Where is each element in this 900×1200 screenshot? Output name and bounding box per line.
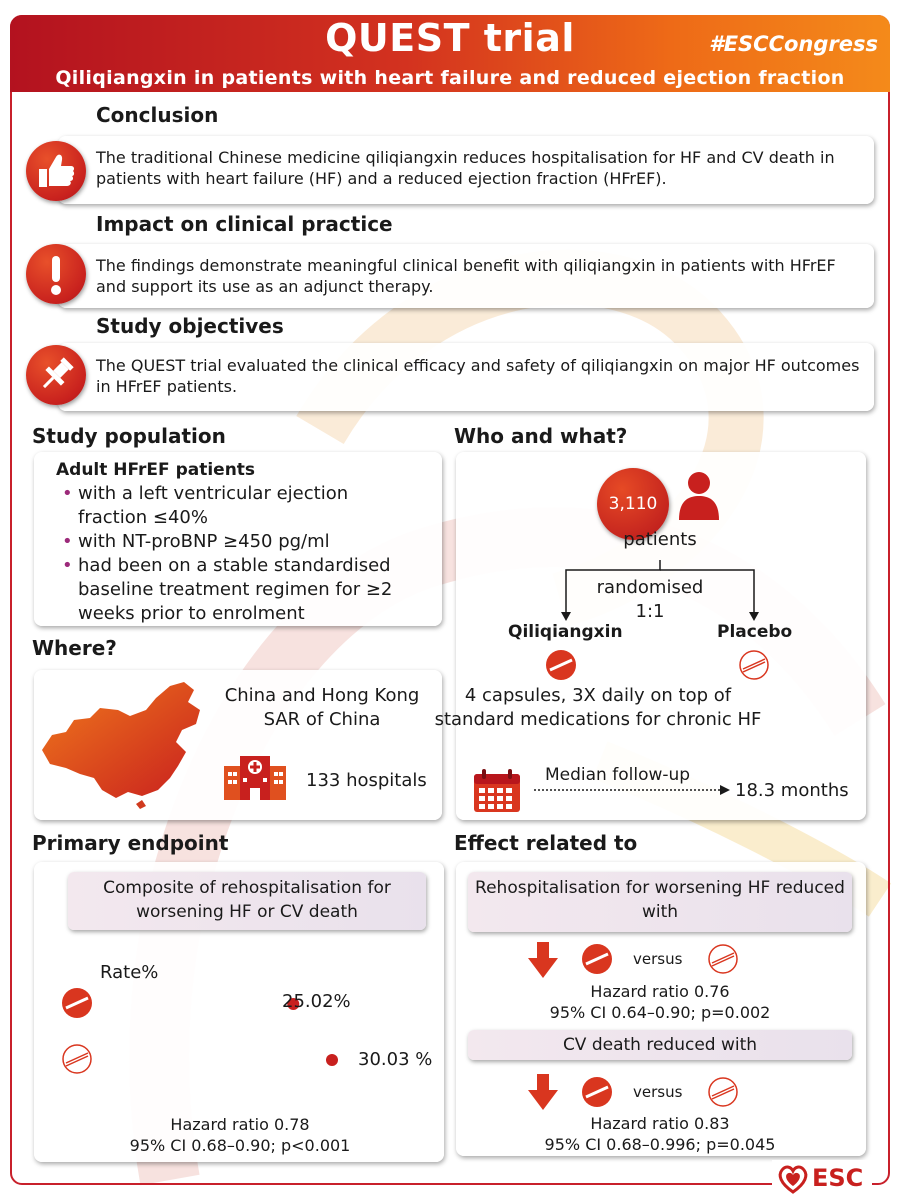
arm-qiliqiangxin-label: Qiliqiangxin	[508, 622, 623, 642]
capsule-filled-icon	[60, 986, 94, 1020]
primary-endpoint-box: Composite of rehospitalisation for worsening HF or CV death	[68, 872, 426, 930]
capsule-outline-icon	[60, 1042, 94, 1076]
rate-label: Rate%	[100, 962, 159, 983]
cv-death-box: CV death reduced with	[468, 1030, 852, 1060]
capsule-outline-icon	[706, 942, 740, 976]
exclamation-icon	[26, 244, 86, 304]
population-item: • had been on a stable standardised baseline treatment regimen for ≥2 weeks prior to enrolment	[58, 554, 418, 626]
rehospitalisation-hazard-ratio: Hazard ratio 0.76	[590, 982, 730, 1001]
calendar-icon	[472, 768, 522, 814]
rehospitalisation-box: Rehospitalisation for worsening HF reduced with	[468, 872, 852, 932]
impact-text: The findings demonstrate meaningful clinical benefit with qiliqiangxin in patients with HFrEF and support its use as an adjunct therapy.	[96, 256, 836, 296]
rate-value-qiliqiangxin: 25.02%	[282, 991, 351, 1012]
china-map-icon	[38, 680, 208, 810]
conclusion-text: The traditional Chinese medicine qiliqiangxin reduces hospitalisation for HF and CV death in patients with heart failure (HF) and a reduced ejection fraction (HFrEF).	[96, 148, 835, 188]
versus-label: versus	[633, 950, 683, 968]
population-heading: Study population	[32, 424, 226, 448]
randomised-label: randomised	[596, 577, 704, 598]
down-arrow-icon	[528, 1074, 558, 1110]
page-title: QUEST trial	[325, 16, 575, 60]
hospital-icon	[222, 752, 288, 802]
capsule-filled-icon	[580, 1075, 614, 1109]
conclusion-heading: Conclusion	[96, 103, 219, 127]
where-hospitals: 133 hospitals	[306, 770, 427, 791]
primary-hazard-ratio: Hazard ratio 0.78	[170, 1115, 310, 1134]
cv-death-hazard-ratio: Hazard ratio 0.83	[590, 1114, 730, 1133]
esc-logo-text: ESC	[812, 1164, 864, 1192]
arm-placebo-label: Placebo	[717, 622, 793, 642]
versus-label: versus	[633, 1083, 683, 1101]
dosing-text: 4 capsules, 3X daily on top of standard medications for chronic HF	[434, 685, 762, 730]
thumbs-up-icon	[26, 141, 86, 201]
primary-ci: 95% CI 0.68–0.90; p<0.001	[129, 1136, 351, 1155]
rate-value-placebo: 30.03 %	[358, 1049, 433, 1070]
capsule-filled-icon	[544, 648, 578, 682]
hashtag: #ESCCongress	[709, 32, 878, 56]
page-subtitle: Qiliqiangxin in patients with heart failure and reduced ejection fraction	[55, 67, 845, 89]
effect-heading: Effect related to	[454, 831, 638, 855]
patient-count-badge: 3,110	[597, 468, 669, 540]
primary-heading: Primary endpoint	[32, 831, 229, 855]
down-arrow-icon	[528, 942, 558, 978]
cv-death-ci: 95% CI 0.68–0.996; p=0.045	[544, 1135, 776, 1154]
objectives-text: The QUEST trial evaluated the clinical efficacy and safety of qiliqiangxin on major HF outcomes in HFrEF patients.	[96, 356, 860, 396]
capsule-outline-icon	[706, 1075, 740, 1109]
ratio-label: 1:1	[635, 601, 665, 622]
followup-value: 18.3 months	[735, 780, 849, 801]
person-icon	[677, 470, 721, 520]
population-item: • with NT-proBNP ≥450 pg/ml	[58, 530, 418, 554]
pin-icon	[26, 345, 86, 405]
patient-count-label: patients	[623, 529, 697, 550]
population-list	[58, 482, 418, 626]
rehospitalisation-ci: 95% CI 0.64–0.90; p=0.002	[549, 1003, 771, 1022]
objectives-heading: Study objectives	[96, 314, 284, 338]
rate-dot-placebo	[326, 1054, 338, 1066]
capsule-filled-icon	[580, 942, 614, 976]
capsule-outline-icon	[737, 648, 771, 682]
population-subheading: Adult HFrEF patients	[56, 460, 256, 480]
population-item: • with a left ventricular ejection fraction ≤40%	[58, 482, 418, 530]
followup-label: Median follow-up	[545, 765, 691, 785]
where-heading: Where?	[32, 636, 117, 660]
who-heading: Who and what?	[454, 424, 628, 448]
impact-heading: Impact on clinical practice	[96, 212, 393, 236]
esc-heart-logo-icon	[776, 1162, 810, 1196]
where-location: China and Hong Kong SAR of China	[224, 685, 420, 730]
followup-arrow	[534, 784, 730, 796]
